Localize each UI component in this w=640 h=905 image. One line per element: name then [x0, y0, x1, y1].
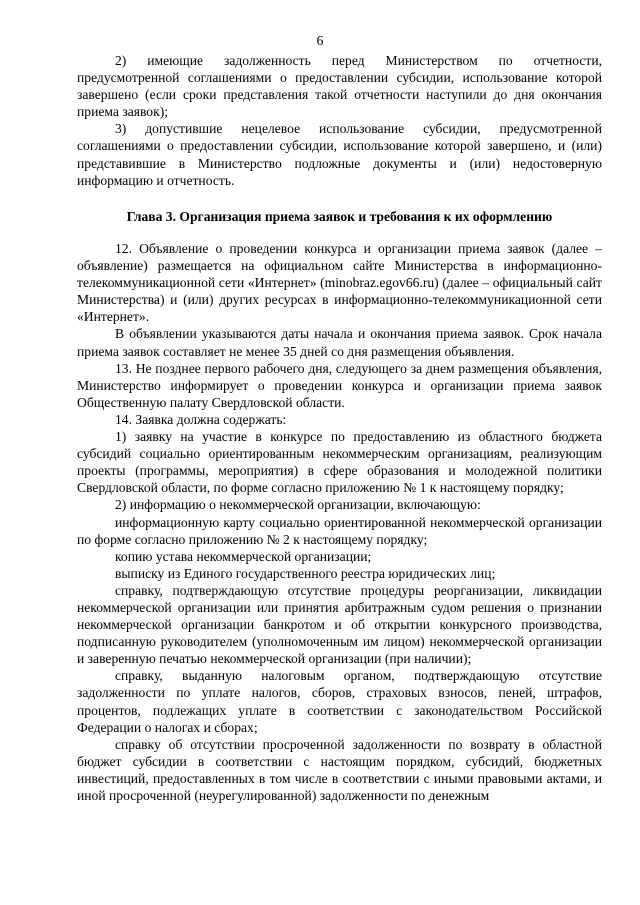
paragraph: 2) имеющие задолженность перед Министерством по отчетности, предусмотренной соглашениями о предоставлении субсидии, использование которой завершено (если сроки представления такой отчетности наступили до дня окончания приема заявок);	[77, 53, 602, 120]
paragraph: 12. Объявление о проведении конкурса и организации приема заявок (далее – объявление) размещается на официальном сайте Министерства в информационно-телекоммуникационной сети «Интернет» (minobraz.egov66.ru) (далее – официальный сайт Министерства) и (или) других ресурсах в информационно-телекоммуникационной сети «Интернет».	[77, 241, 602, 325]
paragraph: В объявлении указываются даты начала и окончания приема заявок. Срок начала приема заявок составляет не менее 35 дней со дня размещения объявления.	[77, 326, 602, 359]
text-block-main	[77, 240, 602, 804]
paragraph: справку, подтверждающую отсутствие процедуры реорганизации, ликвидации некоммерческой организации или принятия арбитражным судом решения о признании некоммерческой организации банкротом и об открытии конкурсного производства, подписанную руководителем (уполномоченным им лицом) некоммерческой организации и заверенную печатью некоммерческой организации (при наличии);	[77, 582, 602, 667]
paragraph: справку об отсутствии просроченной задолженности по возврату в областной бюджет субсидии в соответствии с настоящим порядком, субсидий, бюджетных инвестиций, предоставленных в том числе в соответствии с иными правовыми актами, и иной просроченной (неурегулированной) задолженности по денежным	[77, 736, 602, 803]
paragraph: справку, выданную налоговым органом, подтверждающую отсутствие задолженности по уплате налогов, сборов, страховых взносов, пеней, штрафов, процентов, подлежащих уплате в соответствии с законодательством Российской Федерации о налогах и сборах;	[77, 668, 602, 735]
paragraph: выписку из Единого государственного реестра юридических лиц;	[115, 565, 496, 581]
paragraph: 1) заявку на участие в конкурсе по предоставлению из областного бюджета субсидий социально ориентированным некоммерческим организациям, реализующим проекты (программы, мероприятия) в сфере образования и молодежной политики Свердловской области, по форме согласно приложению № 1 к настоящему порядку;	[77, 429, 602, 496]
paragraph: копию устава некоммерческой организации;	[115, 548, 372, 564]
paragraph: 3) допустившие нецелевое использование субсидии, предусмотренной соглашениями о предоставлении субсидии, использование которой завершено, и (или) представившие в Министерство подложные документы и (или) недостоверную информацию и отчетность.	[77, 121, 602, 188]
paragraph: 14. Заявка должна содержать:	[115, 411, 287, 427]
paragraph: 2) информацию о некоммерческой организации, включающую:	[115, 497, 481, 513]
chapter-heading: Глава 3. Организация приема заявок и требования к их оформлению	[126, 209, 553, 224]
text-block-top	[77, 52, 602, 189]
page-number: 6	[316, 33, 324, 48]
paragraph: 13. Не позднее первого рабочего дня, следующего за днем размещения объявления, Министерство информирует о проведении конкурса и организации приема заявок Общественную палату Свердловской области.	[77, 360, 602, 410]
paragraph: информационную карту социально ориентированной некоммерческой организации по форме согласно приложению № 2 к настоящему порядку;	[77, 514, 602, 547]
